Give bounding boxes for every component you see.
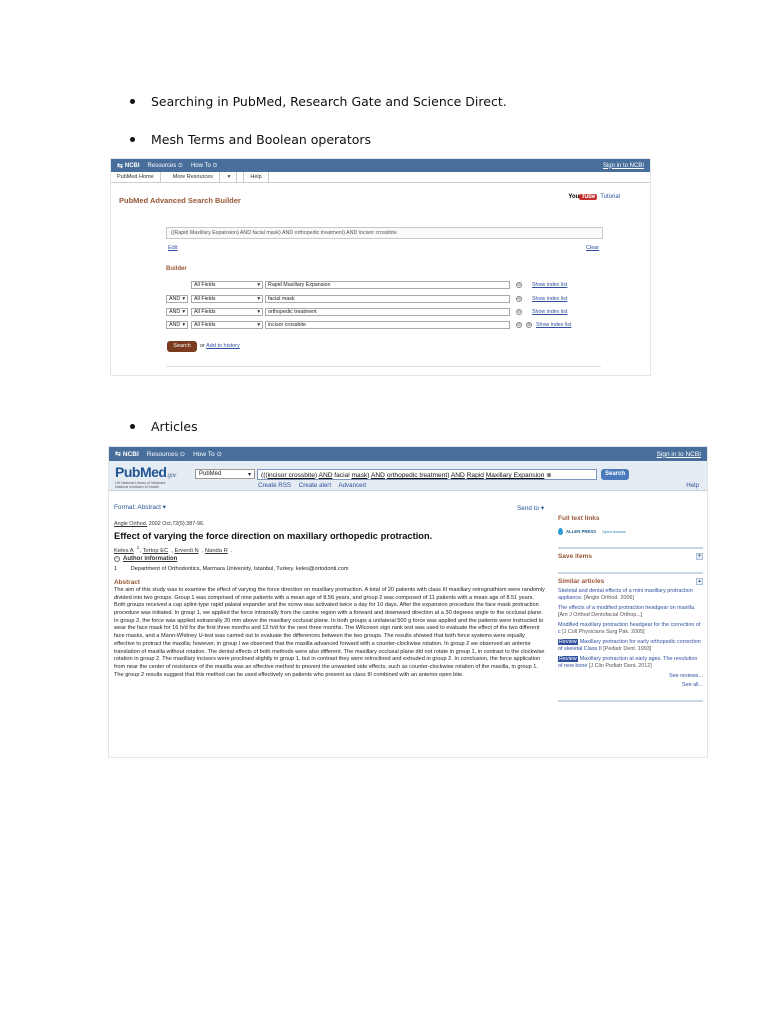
- similar-articles-heading: Similar articles: [558, 578, 605, 585]
- add-icon[interactable]: ⊕: [527, 321, 531, 327]
- operator-select[interactable]: [166, 308, 188, 316]
- ncbi-logo-icon: ⇆: [117, 162, 123, 170]
- bullet-dot: [130, 137, 135, 142]
- how-to-menu[interactable]: [191, 162, 218, 169]
- query-part: Maxillary Expansion: [485, 472, 545, 479]
- similar-article[interactable]: [558, 656, 703, 670]
- resources-label: Resources: [146, 451, 178, 458]
- allen-press-name: ALLEN PRESS: [566, 529, 597, 534]
- dropdown-arrow-icon: ▾: [257, 321, 260, 328]
- search-button[interactable]: Search: [167, 341, 197, 352]
- add-to-history-link[interactable]: Add to history: [206, 343, 240, 349]
- query-part: AND: [450, 472, 465, 479]
- allen-press-link[interactable]: [558, 528, 703, 535]
- resources-menu[interactable]: [147, 450, 185, 458]
- edit-link[interactable]: Edit: [168, 245, 178, 251]
- builder-row: [166, 294, 567, 303]
- similar-article-title: Maxillary protraction at early ages. The revolution of new bone: [558, 656, 698, 669]
- save-items-heading: Save items: [558, 553, 592, 560]
- term-input[interactable]: Rapid Maxillary Expansion: [265, 281, 510, 289]
- expand-icon[interactable]: ▾: [696, 553, 703, 560]
- tutorial-label: Tutorial: [600, 194, 620, 200]
- create-alert-link[interactable]: Create alert: [298, 482, 332, 489]
- chevron-down-icon: ⊙: [212, 163, 218, 169]
- ncbi-top-bar: [109, 447, 707, 461]
- dropdown-arrow-icon: ▾: [182, 308, 185, 315]
- operator-select[interactable]: [166, 321, 188, 329]
- pubmed-header: [109, 461, 707, 491]
- similar-article-source: [Angle Orthod. 2006]: [584, 595, 634, 601]
- similar-article-source: [Am J Orthod Dentofacial Orthop...]: [558, 612, 643, 618]
- advanced-link[interactable]: Advanced: [338, 482, 366, 489]
- ncbi-logo-text: NCBI: [124, 162, 140, 169]
- show-index-link[interactable]: Show index list: [532, 308, 568, 315]
- query-part: mask: [351, 472, 368, 479]
- abstract-heading: Abstract: [114, 578, 140, 586]
- youtube-logo-you: You: [568, 194, 580, 200]
- similar-article-title: Skeletal and dental effects of a mini maxillary protraction appliance.: [558, 588, 693, 601]
- dropdown-arrow-icon: ▾: [182, 321, 185, 328]
- query-part: facial: [332, 472, 352, 479]
- builder-row: [166, 307, 567, 316]
- dropdown-arrow-icon: ▾: [222, 172, 238, 182]
- author-link[interactable]: Keles A: [114, 547, 134, 554]
- pubmed-logo-text: PubMed: [115, 464, 167, 480]
- similar-article-title: Maxillary protraction for early orthopedic correction of skeletal Class II: [558, 639, 701, 652]
- page-title: PubMed Advanced Search Builder: [119, 196, 241, 205]
- builder-row: [166, 320, 571, 329]
- bullet-item: [130, 94, 507, 109]
- dropdown-arrow-icon: ▾: [162, 504, 166, 511]
- chevron-down-icon: ⊙: [177, 163, 183, 169]
- show-index-link[interactable]: Show index list: [532, 281, 568, 288]
- operator-select[interactable]: [166, 295, 188, 303]
- operator-placeholder: [166, 281, 188, 289]
- builder-row: [166, 280, 567, 289]
- query-part: ): [314, 472, 319, 479]
- review-badge: Review: [559, 639, 577, 645]
- term-input[interactable]: facial mask: [265, 295, 510, 303]
- author-info-label: Author information: [123, 555, 178, 562]
- bullet-text: Articles: [151, 419, 198, 434]
- similar-article-source: [J Coll Physicians Surg Pak. 2005]: [562, 629, 645, 635]
- pubmed-gov-text: .gov: [166, 473, 176, 479]
- sidebar-divider: [558, 547, 703, 549]
- database-label: PubMed: [199, 471, 222, 477]
- resources-label: Resources: [147, 163, 177, 169]
- pubmed-article-screenshot: [108, 446, 708, 758]
- abstract-text: The aim of this study was to examine the effect of varying the force direction on maxillary protraction. A total of 20 patients with class III maxillary retrognathism were randomly divided into two groups. Group 1 was comprised of nine patients with a mean age of 8.56 years, and group 2 was composed of 11 patients with a mean age of 8.51 years. Both groups received a cap splint-type rapid palatal expander and the screw was activated twice a day for 10 days. After the expansion procedure the face mask protraction procedure was initiated. In group 1, we applied the force intraorally from the canine region with a forward and downward direction at a 30 degrees angle to the occlusal plane. In group 2, the force was applied extraorally 20 mm above the maxillary occlusal plane. In both groups a unilateral 500 g force was applied and the patients were instructed to wear the face mask for 16 h/d for the first three months and 12 h/d for the next three months. The Wilcoxon sign rank test was used to evaluate the effect of the two different face masks, and a Mann-Whitney U-test was carried out to evaluate the differences between the two groups. The results showed that both force systems were equally effective to protract the maxilla; however, in group I we observed that the maxilla advanced forward with a counter-clockwise rotation. In group 2 we observed an anterior translation of maxilla without rotation. The dental effects of both methods were also different. The maxillary occlusal plane did not rotate in group 1, in contrast to the clockwise rotation in group 2. The maxillary incisors were proclined slightly in group 1, but in contrast they were retroclined and extruded in group 2. In conclusion, the force application from near the center of resistance of the maxilla was an effective method to prevent the unwanted side effects, such as counter-clockwise rotation of the maxilla, in group 1. The group 2 results suggest that this method can be used effectively on patients who present as class III combined with an anterior open bite.: [114, 586, 545, 678]
- query-part: orthopedic treatment: [386, 472, 448, 479]
- youtube-tutorial-link[interactable]: [568, 194, 620, 200]
- operator-label: AND: [169, 295, 181, 302]
- field-select[interactable]: [191, 295, 263, 303]
- dropdown-arrow-icon: ▾: [257, 295, 260, 302]
- query-part: (((: [261, 472, 268, 479]
- similar-articles-row: [558, 578, 703, 585]
- author-link[interactable]: Tortop EC: [142, 547, 169, 554]
- show-index-link[interactable]: Show index list: [532, 295, 568, 302]
- operator-label: AND: [169, 308, 181, 315]
- search-button[interactable]: Search: [601, 469, 629, 480]
- article-main: [114, 503, 544, 679]
- see-all-link[interactable]: See all...: [682, 682, 703, 688]
- similar-article[interactable]: [558, 588, 703, 602]
- format-menu[interactable]: [114, 503, 544, 511]
- author-link[interactable]: Erverdi N: [174, 547, 199, 554]
- query-part: incisor crossbite: [267, 472, 315, 479]
- subnav-pubmed-home[interactable]: PubMed Home: [111, 172, 161, 182]
- field-label: All Fields: [194, 281, 216, 288]
- show-index-link[interactable]: Show index list: [536, 321, 572, 328]
- affiliation-text: Department of Orthodontics, Marmara University, Istanbul, Turkey. keles@ortodonti.com: [130, 565, 349, 572]
- signin-link[interactable]: Sign in to NCBI: [656, 450, 701, 458]
- collapse-icon: −: [115, 555, 119, 562]
- dropdown-arrow-icon: ▾: [257, 308, 260, 315]
- pubmed-logo[interactable]: [115, 464, 176, 480]
- query-box[interactable]: ((Rapid Maxillary Expansion) AND facial mask) AND orthopedic treatment) AND incisor crossbite: [166, 227, 603, 239]
- divider: [166, 366, 601, 367]
- subnav-more-resources[interactable]: [161, 172, 245, 182]
- save-items-row[interactable]: [558, 553, 703, 560]
- field-select[interactable]: [191, 321, 263, 329]
- field-select[interactable]: [191, 281, 263, 289]
- query-part: AND: [370, 472, 385, 479]
- similar-article-source: [J Clin Pediatr Dent. 2012]: [588, 663, 652, 669]
- create-rss-link[interactable]: Create RSS: [258, 482, 292, 489]
- sidebar-divider: [558, 572, 703, 574]
- author-link[interactable]: Nanda R: [204, 547, 228, 554]
- similar-article[interactable]: [558, 639, 703, 653]
- bullet-text: Searching in PubMed, Research Gate and Science Direct.: [151, 94, 507, 109]
- similar-article-title: The effects of a modified protraction headgear on maxilla.: [558, 605, 696, 611]
- how-to-menu[interactable]: [193, 450, 222, 458]
- journal-link[interactable]: Angle Orthod.: [114, 521, 148, 527]
- builder-label: Builder: [166, 266, 187, 272]
- bullet-text: Mesh Terms and Boolean operators: [151, 132, 372, 147]
- field-label: All Fields: [194, 308, 216, 315]
- sidebar-divider: [558, 700, 703, 702]
- nih-line: National Institutes of Health: [115, 485, 159, 489]
- citation: [114, 521, 544, 527]
- similar-article-source: [Pediatr Dent. 1993]: [603, 646, 652, 652]
- bullet-dot: [130, 424, 135, 429]
- field-label: All Fields: [194, 295, 216, 302]
- resources-menu[interactable]: [148, 162, 183, 169]
- see-reviews-link[interactable]: See reviews...: [669, 673, 703, 679]
- open-access-label: Open Access: [602, 529, 626, 534]
- database-select[interactable]: [195, 469, 255, 479]
- remove-icon[interactable]: ⊖: [517, 281, 521, 287]
- pubmed-subnav: [111, 172, 650, 183]
- add-history-row: [200, 343, 240, 349]
- query-part: Rapid: [466, 472, 484, 479]
- ncbi-logo[interactable]: [115, 450, 139, 458]
- field-select[interactable]: [191, 308, 263, 316]
- ncbi-logo-text: NCBI: [122, 450, 139, 458]
- citation-detail: 2002 Oct;72(5):387-96.: [148, 521, 205, 527]
- chevron-down-icon: ⊙: [179, 451, 186, 458]
- bullet-item: [130, 419, 198, 434]
- nlm-line: US National Library of Medicine: [115, 481, 166, 485]
- dropdown-arrow-icon: ▾: [182, 295, 185, 302]
- remove-icon[interactable]: ⊖: [517, 308, 521, 314]
- send-to-label: Send to: [517, 505, 540, 512]
- bullet-dot: [130, 99, 135, 104]
- author-list: Keles A $^1$, Tortop EC , Erverdi N , Nanda R .: [114, 546, 233, 554]
- author-sup: 1: [136, 546, 140, 551]
- youtube-logo-tube: Tube: [581, 194, 596, 200]
- clear-query-icon[interactable]: ⊗: [546, 472, 552, 479]
- allen-press-logo-icon: [558, 528, 563, 535]
- signin-link[interactable]: Sign in to NCBI: [602, 162, 644, 169]
- how-to-label: How To: [190, 163, 211, 169]
- or-text: or: [200, 343, 205, 349]
- query-part: ): [367, 472, 371, 479]
- chevron-down-icon: ⊙: [216, 451, 222, 458]
- ncbi-top-bar: [111, 159, 650, 172]
- review-badge: Review: [559, 656, 577, 662]
- similar-article-title: Modified maxillary protraction headgear for the correction of c: [558, 622, 701, 635]
- search-links: [258, 482, 372, 489]
- article-sidebar: [558, 515, 703, 706]
- article-title: Effect of varying the force direction on maxillary orthopedic protraction.: [114, 531, 433, 541]
- ncbi-logo-icon: ⇆: [115, 451, 121, 458]
- ncbi-logo[interactable]: [117, 162, 140, 170]
- subnav-help[interactable]: Help: [244, 172, 268, 182]
- collapse-icon[interactable]: ▴: [696, 578, 703, 585]
- full-text-heading: Full text links: [558, 515, 600, 522]
- query-part: AND: [318, 472, 333, 479]
- field-label: All Fields: [194, 321, 216, 328]
- remove-icon[interactable]: ⊖: [517, 321, 521, 327]
- dropdown-arrow-icon: ▾: [540, 505, 545, 512]
- affiliation-number: 1: [114, 565, 118, 572]
- dropdown-arrow-icon: ▾: [257, 281, 260, 288]
- author-info-toggle[interactable]: [114, 556, 544, 562]
- dropdown-arrow-icon: ▾: [247, 471, 251, 478]
- similar-article[interactable]: [558, 605, 703, 619]
- term-input[interactable]: incisor crossbite: [265, 321, 510, 329]
- similar-article[interactable]: [558, 622, 703, 636]
- help-link[interactable]: Help: [686, 482, 699, 489]
- format-label: Format: Abstract: [114, 504, 161, 511]
- operator-label: AND: [169, 321, 181, 328]
- nlm-caption: [115, 481, 166, 489]
- advanced-search-screenshot: [110, 158, 651, 376]
- query-part: ): [447, 472, 451, 479]
- term-input[interactable]: orthopedic treatment: [265, 308, 510, 316]
- search-input[interactable]: [257, 469, 597, 480]
- bullet-item: [130, 132, 371, 147]
- more-resources-label: More Resources: [167, 172, 220, 182]
- clear-link[interactable]: Clear: [586, 245, 600, 251]
- remove-icon[interactable]: ⊖: [517, 295, 521, 301]
- affiliation: [114, 566, 544, 572]
- how-to-label: How To: [193, 451, 215, 458]
